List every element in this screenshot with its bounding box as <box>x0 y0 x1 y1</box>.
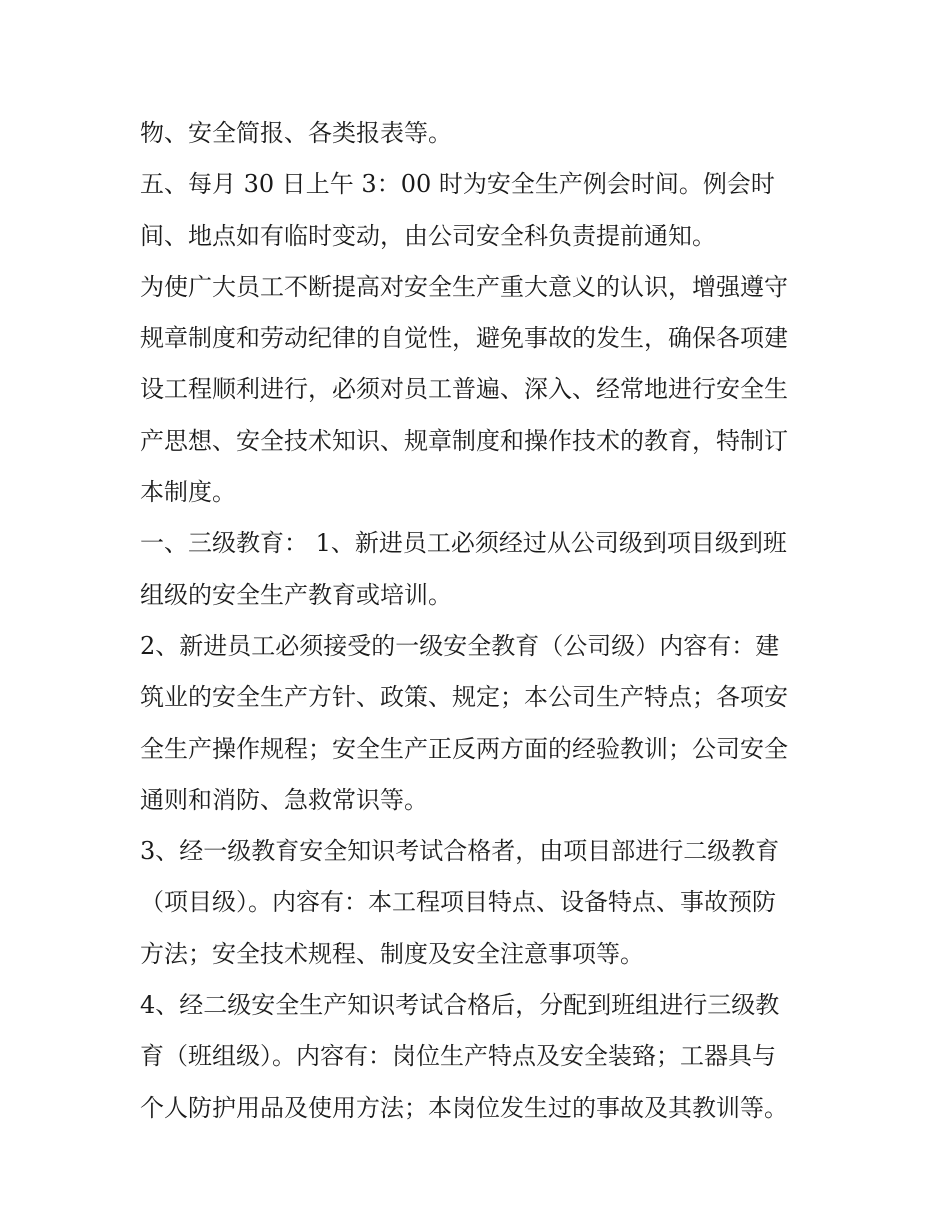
text-line: 本制度。 <box>140 478 236 507</box>
text-line: 2、新进员工必须接受的一级安全教育（公司级）内容有：建 <box>140 631 780 660</box>
text-line: 3、经一级教育安全知识考试合格者，由项目部进行二级教育 <box>140 837 780 866</box>
text-line: 规章制度和劳动纪律的自觉性，避免事故的发生，确保各项建 <box>140 324 788 353</box>
text-line: （项目级）。内容有：本工程项目特点、设备特点、事故预防 <box>140 888 776 917</box>
text-line: 组级的安全生产教育或培训。 <box>140 580 452 609</box>
text-line: 设工程顺利进行，必须对员工普遍、深入、经常地进行安全生 <box>140 375 788 404</box>
text-line: 间、地点如有临时变动，由公司安全科负责提前通知。 <box>140 221 716 250</box>
text-line: 一、三级教育： 1、新进员工必须经过从公司级到项目级到班 <box>140 529 787 558</box>
text-line: 筑业的安全生产方针、政策、规定；本公司生产特点；各项安 <box>140 683 788 712</box>
text-line: 个人防护用品及使用方法；本岗位发生过的事故及其教训等。 <box>140 1093 788 1122</box>
text-line: 五、每月 30 日上午 3：00 时为安全生产例会时间。例会时 <box>140 170 775 199</box>
text-line: 4、经二级安全生产知识考试合格后，分配到班组进行三级教 <box>140 991 780 1020</box>
text-line: 通则和消防、急救常识等。 <box>140 785 428 814</box>
text-line: 为使广大员工不断提高对安全生产重大意义的认识，增强遵守 <box>140 272 788 301</box>
text-line: 育（班组级）。内容有：岗位生产特点及安全装臵；工器具与 <box>140 1042 776 1071</box>
text-line: 方法；安全技术规程、制度及安全注意事项等。 <box>140 939 644 968</box>
text-line: 产思想、安全技术知识、规章制度和操作技术的教育，特制订 <box>140 426 788 455</box>
text-line: 物、安全简报、各类报表等。 <box>140 119 452 147</box>
document-body <box>140 108 820 1134</box>
text-line: 全生产操作规程；安全生产正反两方面的经验教训；公司安全 <box>140 734 788 763</box>
